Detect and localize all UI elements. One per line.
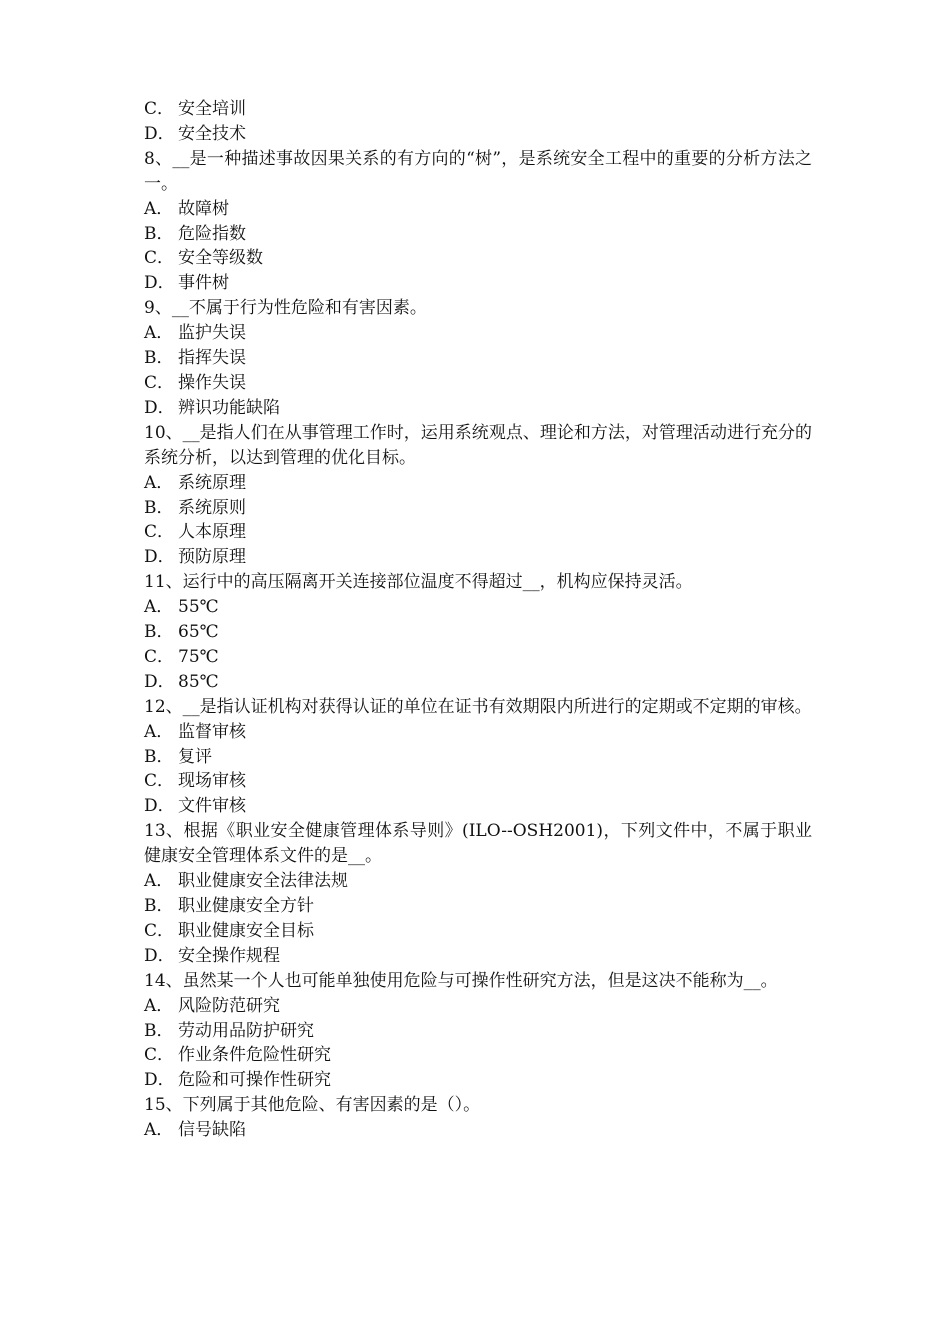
option-text: 65℃ [178,622,219,643]
option-letter: B． [144,622,174,643]
question-text: 13、根据《职业安全健康管理体系导则》(ILO--OSH2001)，下列文件中，不属于职业健康安全管理体系文件的是__。 [144,821,812,867]
option-letter: A． [144,1120,174,1141]
option-text: 55℃ [178,597,219,618]
answer-option [144,745,812,770]
answer-option [144,794,812,819]
answer-option [144,321,812,346]
option-text: 85℃ [178,671,219,692]
answer-option [144,197,812,222]
option-letter: D． [144,397,175,418]
option-letter: C． [144,522,175,543]
answer-option [144,645,812,670]
answer-option [144,545,812,570]
answer-option [144,346,812,371]
document-page [144,97,812,1143]
option-letter: A． [144,323,174,344]
option-text: 系统原则 [178,497,246,518]
answer-option [144,1043,812,1068]
answer-option [144,271,812,296]
answer-option [144,595,812,620]
option-text: 监护失误 [178,323,246,344]
option-text: 危险和可操作性研究 [178,1070,331,1091]
option-text: 辨识功能缺陷 [178,397,280,418]
answer-option [144,620,812,645]
question-text: 14、虽然某一个人也可能单独使用危险与可操作性研究方法，但是这决不能称为__。 [144,970,778,991]
option-text: 指挥失误 [178,348,246,369]
option-text: 故障树 [178,198,229,219]
option-text: 信号缺陷 [178,1120,246,1141]
option-letter: A． [144,198,174,219]
option-letter: A． [144,721,174,742]
option-letter: B． [144,348,174,369]
question-text: 15、下列属于其他危险、有害因素的是（）。 [144,1095,481,1116]
option-text: 文件审核 [178,796,246,817]
option-text: 安全等级数 [178,248,263,269]
option-letter: C． [144,99,175,119]
option-letter: B． [144,746,174,767]
option-letter: C． [144,1045,175,1066]
question-text: 11、运行中的高压隔离开关连接部位温度不得超过__，机构应保持灵活。 [144,572,693,593]
option-text: 职业健康安全法律法规 [178,871,348,892]
option-letter: D． [144,547,175,568]
option-text: 人本原理 [178,522,246,543]
answer-option [144,496,812,521]
option-text: 职业健康安全目标 [178,920,314,941]
option-letter: A． [144,472,174,493]
answer-option [144,97,812,122]
option-text: 事件树 [178,273,229,294]
option-letter: D． [144,796,175,817]
option-text: 劳动用品防护研究 [178,1020,314,1041]
option-letter: D． [144,945,175,966]
answer-option [144,769,812,794]
option-letter: A． [144,995,174,1016]
option-text: 安全培训 [178,99,246,119]
question-text: 10、__是指人们在从事管理工作时，运用系统观点、理论和方法，对管理活动进行充分的系统分析，以达到管理的优化目标。 [144,422,812,468]
option-text: 复评 [178,746,212,767]
answer-option [144,1118,812,1143]
option-text: 75℃ [178,646,219,667]
answer-option [144,944,812,969]
answer-option [144,894,812,919]
option-letter: C． [144,920,175,941]
option-letter: B． [144,497,174,518]
option-text: 作业条件危险性研究 [178,1045,331,1066]
option-letter: D． [144,273,175,294]
question-text: 12、__是指认证机构对获得认证的单位在证书有效期限内所进行的定期或不定期的审核。 [144,696,812,717]
answer-option [144,720,812,745]
option-text: 预防原理 [178,547,246,568]
answer-option [144,520,812,545]
question-text: 9、__不属于行为性危险和有害因素。 [144,298,427,319]
option-text: 监督审核 [178,721,246,742]
answer-option [144,396,812,421]
option-text: 安全操作规程 [178,945,280,966]
option-letter: B． [144,896,174,916]
question-text: 8、__是一种描述事故因果关系的有方向的“树”，是系统安全工程中的重要的分析方法之一。 [144,148,812,194]
option-text: 操作失误 [178,372,246,393]
option-letter: A． [144,597,174,618]
answer-option [144,222,812,247]
answer-option [144,1019,812,1044]
option-text: 职业健康安全方针 [178,896,314,916]
answer-option [144,246,812,271]
option-letter: A． [144,871,174,892]
option-text: 系统原理 [178,472,246,493]
answer-option [144,994,812,1019]
option-text: 安全技术 [178,123,246,144]
option-letter: D． [144,671,175,692]
answer-option [144,122,812,147]
option-letter: B． [144,223,174,244]
answer-option [144,869,812,894]
option-text: 现场审核 [178,771,246,792]
option-letter: C． [144,771,175,792]
answer-option [144,670,812,695]
option-text: 危险指数 [178,223,246,244]
option-letter: C． [144,646,175,667]
answer-option [144,919,812,944]
option-letter: D． [144,1070,175,1091]
option-letter: C． [144,372,175,393]
option-letter: D． [144,123,175,144]
answer-option [144,1068,812,1093]
option-letter: B． [144,1020,174,1041]
answer-option [144,371,812,396]
option-letter: C． [144,248,175,269]
option-text: 风险防范研究 [178,995,280,1016]
answer-option [144,471,812,496]
